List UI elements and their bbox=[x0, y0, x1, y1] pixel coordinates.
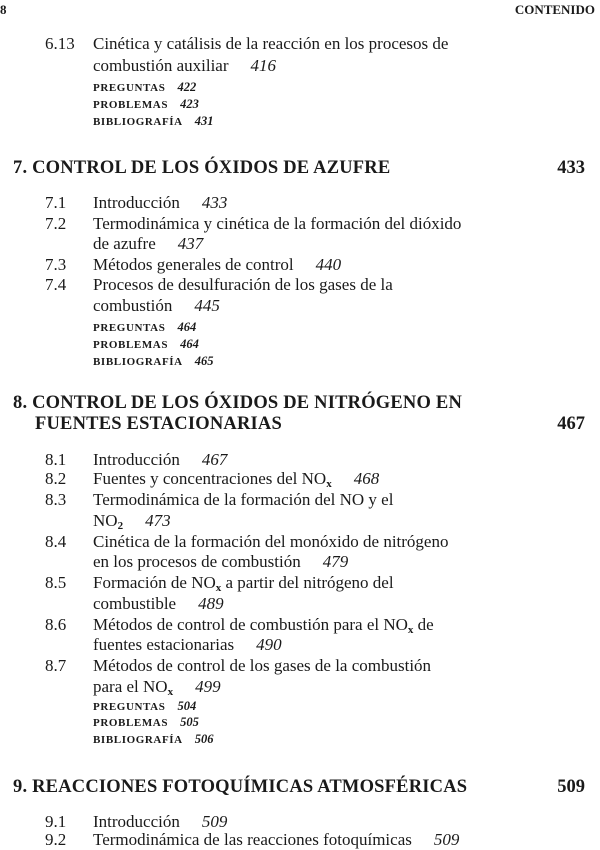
page-ref: 504 bbox=[177, 699, 197, 713]
section-title-cont bbox=[93, 56, 276, 76]
section-title-text: Introducción bbox=[93, 450, 180, 469]
chapter-9-title: 9. REACCIONES FOTOQUÍMICAS ATMOSFÉRICAS bbox=[13, 777, 468, 797]
label: PROBLEMAS bbox=[93, 339, 169, 351]
page-ref: 505 bbox=[180, 715, 199, 729]
chapter-7-title: 7. CONTROL DE LOS ÓXIDOS DE AZUFRE bbox=[13, 158, 391, 178]
section-number: 8.7 bbox=[45, 656, 67, 675]
subscript: x bbox=[167, 686, 174, 698]
section-title bbox=[93, 450, 227, 470]
page-ref: 464 bbox=[180, 337, 199, 351]
page-ref: 437 bbox=[177, 234, 204, 253]
section-title-text: Métodos de control de combustión para el NO bbox=[93, 615, 408, 634]
section-title-text: para el NO bbox=[93, 677, 168, 696]
section-title bbox=[93, 469, 379, 489]
page-ref: 433 bbox=[201, 193, 228, 212]
page-ref: 489 bbox=[198, 594, 224, 613]
bibliografia-entry bbox=[93, 111, 213, 132]
label: PREGUNTAS bbox=[93, 701, 166, 713]
section-number: 7.4 bbox=[45, 275, 67, 294]
page-ref: 506 bbox=[194, 732, 214, 746]
section-title-text: combustible bbox=[93, 594, 177, 613]
section-title-text: Métodos generales de control bbox=[93, 255, 294, 274]
section-title-cont bbox=[93, 552, 348, 572]
bibliografia-entry bbox=[93, 729, 213, 750]
section-title: Métodos de control de los gases de la combustión bbox=[93, 656, 432, 675]
section-title: Cinética de la formación del monóxido de nitrógeno bbox=[93, 532, 449, 551]
section-title-text: de azufre bbox=[93, 234, 156, 253]
label: PROBLEMAS bbox=[93, 717, 169, 729]
section-title bbox=[93, 812, 227, 832]
chapter-8-title: 8. CONTROL DE LOS ÓXIDOS DE NITRÓGENO EN bbox=[13, 393, 463, 413]
page-ref: 445 bbox=[194, 296, 220, 315]
section-title: Procesos de desulfuración de los gases de la bbox=[93, 275, 393, 294]
section-title: Cinética y catálisis de la reacción en los procesos de bbox=[93, 34, 449, 53]
page-ref: 468 bbox=[353, 469, 380, 488]
section-number: 8.3 bbox=[45, 490, 67, 509]
page-ref: 440 bbox=[315, 255, 342, 274]
section-title-text: en los procesos de combustión bbox=[93, 552, 301, 571]
chapter-8-page: 467 bbox=[557, 414, 585, 434]
section-title-text: a partir del nitrógeno del bbox=[221, 573, 394, 592]
running-title: CONTENIDO bbox=[514, 2, 595, 17]
section-number: 9.1 bbox=[45, 812, 67, 831]
section-number: 8.2 bbox=[45, 469, 67, 488]
section-number: 8.6 bbox=[45, 615, 67, 634]
subscript: x bbox=[215, 582, 222, 594]
page-ref: 509 bbox=[201, 812, 228, 831]
section-title-text: Formación de NO bbox=[93, 573, 216, 592]
section-title-text: NO bbox=[93, 511, 118, 530]
section-number: 7.3 bbox=[45, 255, 67, 274]
section-title bbox=[93, 615, 434, 635]
page-ref: 509 bbox=[433, 830, 460, 849]
subscript: 2 bbox=[117, 520, 124, 532]
page-ref: 431 bbox=[194, 114, 214, 128]
label: PREGUNTAS bbox=[93, 322, 166, 334]
label: BIBLIOGRAFÍA bbox=[93, 356, 183, 368]
label: BIBLIOGRAFÍA bbox=[93, 734, 183, 746]
section-number: 8.5 bbox=[45, 573, 67, 592]
section-number: 6.13 bbox=[45, 34, 75, 53]
section-number: 8.1 bbox=[45, 450, 67, 469]
section-title bbox=[93, 255, 341, 275]
page-ref: 499 bbox=[195, 677, 221, 696]
section-title: Termodinámica de la formación del NO y el bbox=[93, 490, 394, 509]
section-number: 7.2 bbox=[45, 214, 67, 233]
page-number: 8 bbox=[0, 2, 7, 17]
page-ref: 479 bbox=[322, 552, 349, 571]
section-title-cont bbox=[93, 677, 221, 697]
page-ref: 465 bbox=[194, 354, 214, 368]
label: PREGUNTAS bbox=[93, 82, 166, 94]
label: PROBLEMAS bbox=[93, 99, 169, 111]
page-ref: 423 bbox=[180, 97, 199, 111]
page-ref: 490 bbox=[256, 635, 282, 654]
section-title-text: Introducción bbox=[93, 193, 180, 212]
section-title bbox=[93, 193, 227, 213]
chapter-7-page: 433 bbox=[557, 158, 585, 178]
section-title-cont bbox=[93, 635, 282, 655]
page-ref: 416 bbox=[250, 56, 277, 75]
section-number: 8.4 bbox=[45, 532, 67, 551]
page-ref: 467 bbox=[201, 450, 228, 469]
subscript: x bbox=[326, 478, 332, 490]
chapter-8-title-cont: FUENTES ESTACIONARIAS bbox=[35, 414, 282, 434]
section-title-text: Fuentes y concentraciones del NO bbox=[93, 469, 327, 488]
section-title-text: combustión bbox=[93, 296, 173, 315]
section-title-cont bbox=[93, 594, 224, 614]
section-title-cont bbox=[93, 234, 203, 254]
chapter-9-page: 509 bbox=[557, 777, 585, 797]
section-title bbox=[93, 573, 394, 593]
section-title-cont bbox=[93, 511, 171, 531]
section-title: Termodinámica y cinética de la formación del dióxido bbox=[93, 214, 462, 233]
section-title-text: Introducción bbox=[93, 812, 180, 831]
page-ref: 473 bbox=[145, 511, 171, 530]
section-title-cont bbox=[93, 296, 220, 316]
subscript: x bbox=[407, 624, 414, 636]
page-ref: 422 bbox=[177, 80, 197, 94]
section-title-text: combustión auxiliar bbox=[93, 56, 229, 75]
section-title-text: Termodinámica de las reacciones fotoquímicas bbox=[93, 830, 412, 849]
section-number: 9.2 bbox=[45, 830, 67, 849]
label: BIBLIOGRAFÍA bbox=[93, 116, 183, 128]
page-ref: 464 bbox=[177, 320, 197, 334]
bibliografia-entry bbox=[93, 351, 213, 372]
section-title-text: de bbox=[413, 615, 434, 634]
section-title-text: fuentes estacionarias bbox=[93, 635, 235, 654]
section-title bbox=[93, 830, 459, 850]
section-number: 7.1 bbox=[45, 193, 67, 212]
